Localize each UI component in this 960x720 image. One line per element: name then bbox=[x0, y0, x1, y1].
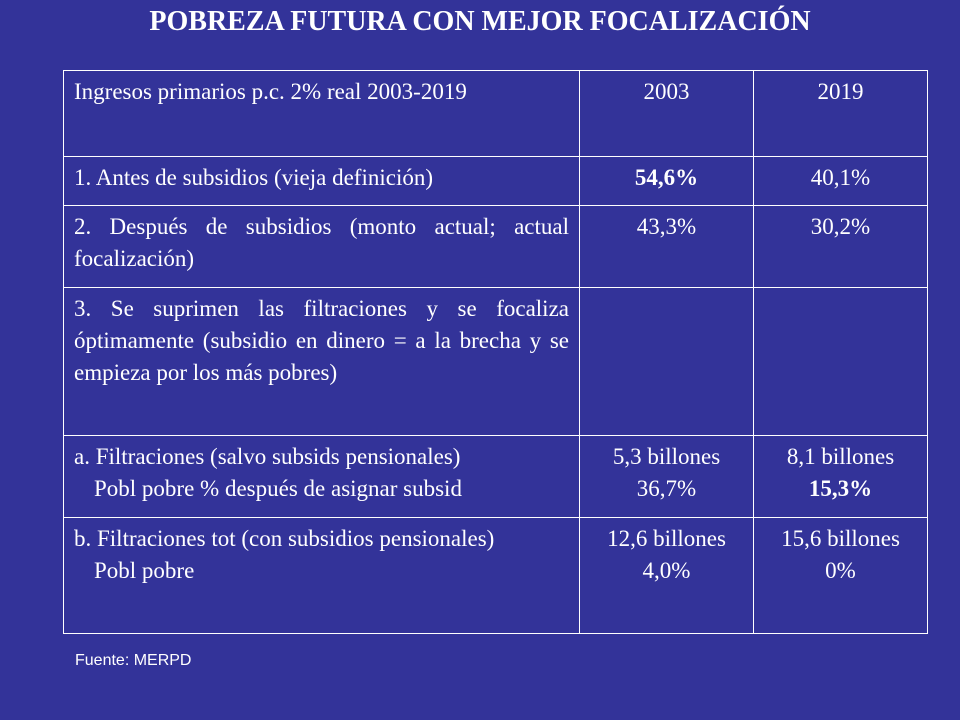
row5-label-line1: b. Filtraciones tot (con subsidios pensionales) bbox=[74, 526, 495, 551]
row5-2003-cell bbox=[580, 518, 754, 634]
row5-2019-line2: 0% bbox=[825, 558, 856, 583]
table-header-row bbox=[64, 71, 928, 157]
row4-label-cell bbox=[64, 436, 580, 518]
row4-2003-cell bbox=[580, 436, 754, 518]
table-row bbox=[64, 288, 928, 436]
row4-2003-line2: 36,7% bbox=[636, 476, 697, 501]
row5-2019-line1: 15,6 billones bbox=[781, 526, 900, 551]
table-row bbox=[64, 436, 928, 518]
row2-2019-cell: 30,2% bbox=[754, 206, 928, 288]
table-row bbox=[64, 518, 928, 634]
row5-2019-cell bbox=[754, 518, 928, 634]
row4-2003-line1: 5,3 billones bbox=[612, 444, 721, 469]
row5-2003-line2: 4,0% bbox=[642, 558, 691, 583]
row4-label-line1: a. Filtraciones (salvo subsids pensionales) bbox=[74, 444, 461, 469]
row4-2019-cell bbox=[754, 436, 928, 518]
row5-label-cell bbox=[64, 518, 580, 634]
row5-2003-line1: 12,6 billones bbox=[607, 526, 726, 551]
row3-2019-cell bbox=[754, 288, 928, 436]
poverty-table bbox=[63, 70, 928, 634]
row4-2019-line1: 8,1 billones bbox=[786, 444, 895, 469]
header-label-cell: Ingresos primarios p.c. 2% real 2003-2019 bbox=[64, 71, 580, 157]
source-note: Fuente: MERPD bbox=[75, 652, 192, 669]
header-2003-cell: 2003 bbox=[580, 71, 754, 157]
row4-2019-line2: 15,3% bbox=[808, 476, 873, 501]
row4-label-line2: Pobl pobre % después de asignar subsid bbox=[94, 476, 462, 501]
row5-label-line2: Pobl pobre bbox=[94, 558, 195, 583]
row3-2003-cell bbox=[580, 288, 754, 436]
table-row bbox=[64, 157, 928, 206]
row2-label-cell: 2. Después de subsidios (monto actual; actual focalización) bbox=[64, 206, 580, 288]
row3-label-cell: 3. Se suprimen las filtraciones y se focaliza óptimamente (subsidio en dinero = a la brecha y se empieza por los más pobres) bbox=[64, 288, 580, 436]
row1-2019-cell: 40,1% bbox=[754, 157, 928, 206]
table-row bbox=[64, 206, 928, 288]
header-2019-cell: 2019 bbox=[754, 71, 928, 157]
row1-label-cell: 1. Antes de subsidios (vieja definición) bbox=[64, 157, 580, 206]
row1-2003-cell: 54,6% bbox=[580, 157, 754, 206]
row2-2003-cell: 43,3% bbox=[580, 206, 754, 288]
page-title: POBREZA FUTURA CON MEJOR FOCALIZACIÓN bbox=[149, 6, 811, 37]
